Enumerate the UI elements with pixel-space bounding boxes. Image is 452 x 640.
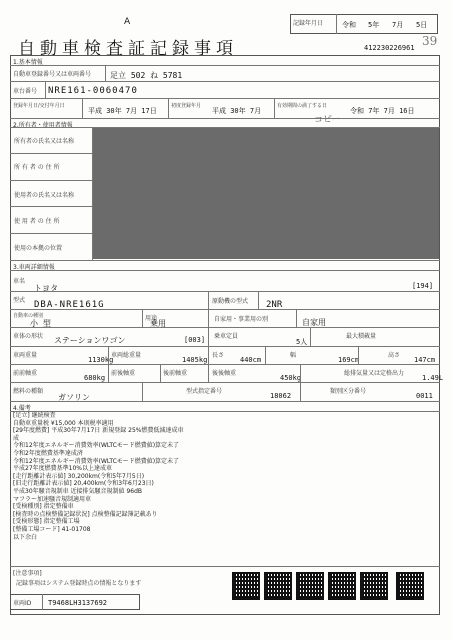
type-designation-value: 18062 [270,392,292,400]
base-location-label: 使用の本拠の位置 [14,245,63,252]
class-number-value: 0011 [416,392,433,400]
qr-code-1 [232,572,260,600]
notes-text: 記録事項はシステム登録時点の情報となります [16,580,142,587]
remark-line: 平成30年騒音規制車 近接排気騒音規制値 96dB [13,487,143,495]
business-use-label: 自家用・事業用の別 [214,316,269,323]
remark-line: [走行距離計表示値] 30,200km(令和5年7月5日) [13,472,145,480]
first-registration-label: 登録年月日/交付年月日 [13,103,65,109]
model-label: 型式 [13,297,26,304]
qr-code-4 [328,572,356,600]
business-use-value: 自家用 [302,318,326,327]
notes-heading: [注意事項] [13,570,42,577]
remark-line: [受検形態] 指定整備工場 [13,518,80,526]
kind-value: 小 型 [30,319,51,328]
displacement-value: 1.49L [422,374,444,382]
copy-annotation: コピー [313,114,341,126]
displacement-label: 総排気量又は定格出力 [344,370,405,377]
vehicle-id-label: 車両ID [13,600,32,607]
body-code: [003] [184,336,206,344]
first-year-value: 平成 30年 7月 [212,107,262,115]
remark-line: [29年度燃費] 平成30年7月17日 新規登録 25%燃費低減達成車 [13,427,184,435]
top-mark: A [124,17,131,27]
height-label: 高さ [388,352,401,359]
class-number-label: 類別区分番号 [330,388,367,395]
rear-rear-axle-label: 後後軸重 [212,370,237,377]
section-2-heading: 2.所有者・使用者情報 [13,122,73,129]
remark-line: マフラー加速騒音規制適用車 [13,495,92,503]
qr-code-6 [396,572,424,600]
remark-line: 令和12年度エネルギー消費効率(WLTCモード燃費値)算定未了 [13,457,180,465]
gross-weight-label: 車両総重量 [111,352,142,359]
qr-code-3 [296,572,324,600]
width-label: 幅 [290,352,297,359]
issue-year: 5年 [368,21,380,29]
owner-name-label: 所有者の氏名又は名称 [14,138,75,145]
remark-line: 成 [13,434,20,442]
remark-line: 以下余白 [13,533,38,541]
section-1-heading: 1.基本情報 [13,59,43,66]
remark-line: [検査時の点検整備記録状況] 点検整備記録簿記載あり [13,510,158,518]
use-label: 用途 [145,315,158,322]
expiry-label: 有効期間の満了する日 [277,103,328,109]
remark-line: 自動車重量税 ¥15,000 本則税率適用 [13,419,114,427]
first-year-label: 初度登録年月 [171,103,202,109]
user-name-label: 使用者の氏名又は名称 [14,192,75,199]
document-number: 412230226961 [364,44,415,52]
body-label: 車体の形状 [13,333,44,340]
vehicle-weight: 1130kg [88,356,114,364]
body-value: ステーションワゴン [54,336,126,345]
capacity-label: 乗車定員 [214,333,239,340]
type-designation-label: 型式指定番号 [186,388,223,395]
length-value: 440cm [240,356,262,364]
max-load-label: 最大積載量 [346,333,377,340]
engine-label: 原動機の型式 [212,298,249,305]
owner-info-redaction [93,128,439,259]
qr-code-2 [264,572,292,600]
height-value: 147cm [414,356,436,364]
capacity-value: 5人 [296,338,308,346]
issue-date-label: 記録年月日 [293,20,324,27]
gross-weight: 1405kg [182,356,208,364]
first-registration-date: 平成 30年 7月 17日 [88,107,157,115]
vehicle-weight-label: 車両重量 [13,352,38,359]
section-4-heading: 4.備考 [13,405,31,412]
issue-day: 5日 [416,21,428,29]
fuel-value: ガソリン [58,393,90,402]
maker-label: 車名 [13,278,26,285]
remark-line: [足立] 継続検査 [13,412,56,419]
vehicle-id: T9468LH3137692 [48,599,108,607]
handwritten-number: 39 [422,34,438,48]
owner-address-label: 所 有 者 の 住 所 [14,164,60,171]
remark-line: 令和12年度エネルギー消費効率(WLTCモード燃費値)算定未了 [13,442,180,450]
maker-value: トヨタ [34,284,58,293]
front-front-axle: 680kg [84,374,106,382]
remark-line: 令和2年度燃費基準達成済 [13,449,83,457]
use-value: 乗用 [150,319,166,328]
page-title: 自動車検査証記録事項 [18,39,238,59]
registration-number-label: 自動車登録番号又は車両番号 [13,71,92,78]
expiry-date: 令和 7年 7月 16日 [350,107,415,115]
rear-rear-axle: 450kg [280,374,302,382]
qr-code-5 [360,572,388,600]
fuel-label: 燃料の種類 [13,388,44,395]
front-rear-axle-label: 前後軸重 [111,370,136,377]
remark-line: [旧走行距離計表示値] 20,400km(令和3年6月23日) [13,480,154,488]
registration-number: 足立 502 ね 5781 [110,71,183,80]
model-value: DBA-NRE161G [34,300,105,310]
issue-month: 7月 [392,21,404,29]
vin-label: 車台番号 [13,88,38,95]
engine-value: 2NR [266,300,283,310]
section-3-heading: 3.車両詳細情報 [13,264,55,271]
user-address-label: 使 用 者 の 住 所 [14,218,60,225]
remark-line: [受検種別] 指定整備車 [13,503,74,511]
length-label: 長さ [212,352,225,359]
width-value: 169cm [338,356,360,364]
rear-front-axle-label: 後前軸重 [163,370,188,377]
maker-code: [194] [412,282,434,290]
issue-era: 令和 [342,21,356,29]
kind-label: 自動車の種別 [13,313,44,319]
front-front-axle-label: 前前軸重 [13,370,38,377]
vin-value: NRE161-0060470 [48,86,138,96]
remark-line: [整備工場コード] 41-01708 [13,525,91,533]
remarks-list [13,412,343,541]
remark-line: 平成27年度燃費基準10%以上達成車 [13,465,112,473]
